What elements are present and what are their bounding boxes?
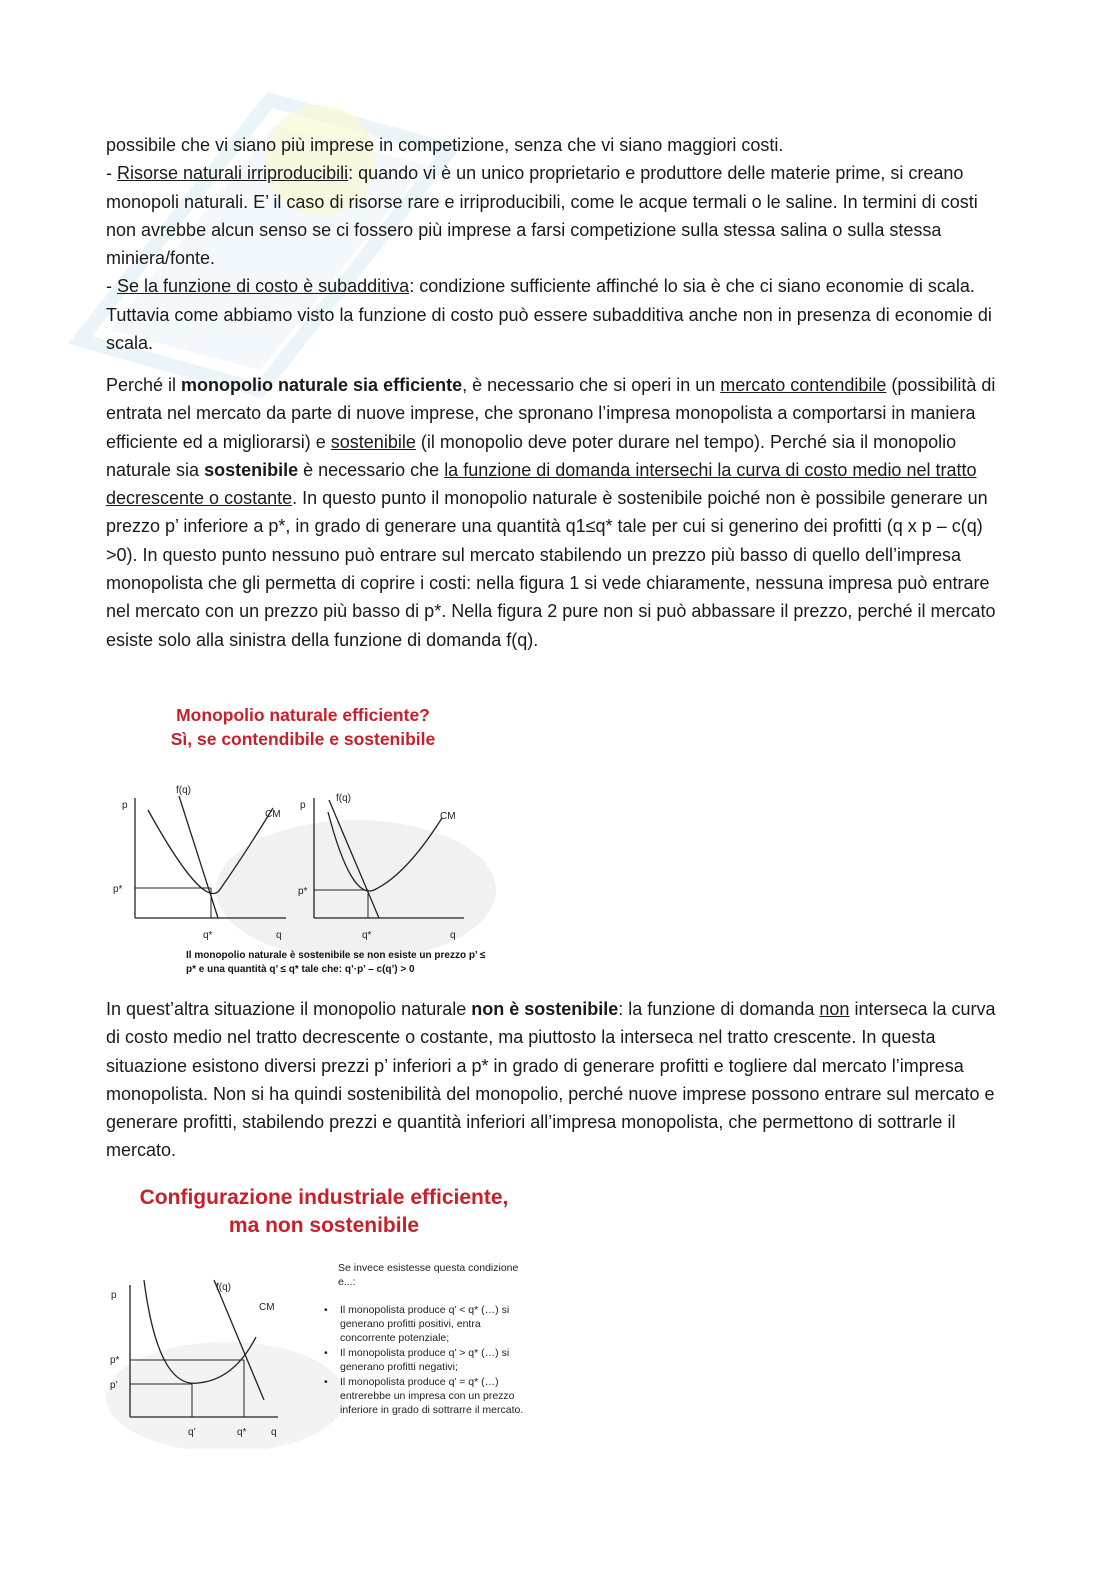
underlined-term: la funzione di domanda intersechi la curva di costo medio nel tratto decrescente o costante bbox=[106, 459, 977, 509]
text-run: Perché il bbox=[106, 375, 182, 395]
price-label: p* bbox=[113, 884, 123, 895]
text-run: : condizione sufficiente affinché lo sia è che ci siano economie di scala. Tuttavia come abbiamo visto la funzione di costo può essere subadditiva anche non in presenza di economie di scala. bbox=[106, 276, 992, 354]
quantity-prime-label: q’ bbox=[188, 1427, 196, 1438]
cost-label: CM bbox=[259, 1302, 275, 1313]
figure-title-line-2: ma non sostenibile bbox=[228, 1214, 420, 1237]
paragraph-natural-monopoly-causes bbox=[106, 131, 1011, 357]
text-paragraph bbox=[106, 995, 1011, 1165]
figure-title-line-2: Sì, se contendibile e sostenibile bbox=[170, 729, 436, 749]
bullet-3-line-3: inferiore in grado di sottrarre il mercato. bbox=[340, 1404, 524, 1416]
bullet-3-line-1: Il monopolista produce q’ = q* (…) bbox=[340, 1376, 499, 1388]
side-intro-line-2: e...: bbox=[338, 1276, 356, 1288]
underlined-term: Risorse naturali irriproducibili bbox=[117, 163, 349, 184]
text-run: interseca la curva di costo medio nel tratto decrescente o costante, ma piuttosto la interseca nel tratto crescente. In questa situazione esistono diversi prezzi p’ inferiori a p* in grado di generare profitti e togliere dal mercato l’impresa monopolista. Non si ha quindi sostenibilità del monopolio, perché nuove imprese possono entrare sul mercato e generare profitti, stabilendo prezzi e quantità inferiori all’impresa monopolista, che permettono di sottrarle il mercato. bbox=[106, 999, 996, 1161]
text-line: possibile che vi siano più imprese in competizione, senza che vi siano maggiori costi. bbox=[106, 135, 784, 155]
bullet-3-line-2: entrerebbe un impresa con un prezzo bbox=[340, 1390, 515, 1402]
underlined-term: mercato contendibile bbox=[720, 375, 887, 395]
axis-label-q: q bbox=[276, 930, 282, 941]
figure-caption-line-2: p* e una quantità q’ ≤ q* tale che: q’·p’ – c(q’) > 0 bbox=[186, 964, 415, 975]
text-paragraph bbox=[106, 371, 1011, 654]
dash: - bbox=[106, 276, 117, 297]
bold-term: monopolio naturale sia efficiente bbox=[181, 375, 463, 395]
figure-title-line-1: Configurazione industriale efficiente, bbox=[139, 1186, 509, 1209]
bullet-2-line-2: generano profitti negativi; bbox=[340, 1361, 458, 1373]
bullet-icon: • bbox=[324, 1376, 328, 1388]
price-label: p* bbox=[110, 1355, 120, 1366]
cost-label: CM bbox=[265, 809, 281, 820]
underlined-term: Se la funzione di costo è subadditiva bbox=[117, 276, 410, 297]
demand-label: f(q) bbox=[176, 785, 191, 796]
bold-term: non è sostenibile bbox=[471, 999, 619, 1019]
quantity-label: q* bbox=[362, 930, 372, 941]
underlined-term: sostenibile bbox=[330, 431, 416, 452]
text-run: : la funzione di domanda bbox=[618, 999, 820, 1019]
text-run: (il monopolio deve poter durare nel tempo). Perché sia il monopolio naturale sia bbox=[106, 431, 957, 480]
cost-label: CM bbox=[440, 811, 456, 822]
text-run: . In questo punto il monopolio naturale è sostenibile poiché non è possibile generare un prezzo p’ inferiore a p*, in grado di generare una quantità q1≤q* tale per cui si generino dei profitti (q x p – c(q) >0). In questo punto nessuno può entrare sul mercato stabilendo un prezzo più basso di quello dell’impresa monopolista che gli permetta di coprire i costi: nella figura 1 si vede chiaramente, nessuna impresa può entrare nel mercato con un prezzo più basso di p*. Nella figura 2 pure non si può abbassare il prezzo, perché il mercato esiste solo alla sinistra della funzione di domanda f(q). bbox=[106, 488, 996, 650]
figure-efficient-not-sustainable bbox=[106, 1177, 556, 1449]
bullet-2-line-1: Il monopolista produce q’ > q* (…) si bbox=[340, 1347, 510, 1359]
underlined-term: non bbox=[819, 999, 850, 1019]
figure-caption-line-1: Il monopolio naturale è sostenibile se non esiste un prezzo p’ ≤ bbox=[186, 950, 486, 961]
text-run: è necessario che bbox=[298, 459, 445, 480]
text-run: (possibilità di entrata nel mercato da parte di nuove imprese, che spronano l’impresa monopolista a comportarsi in maniera efficiente ed a migliorarsi) e bbox=[106, 375, 996, 452]
demand-label: f(q) bbox=[216, 1282, 231, 1293]
bullet-icon: • bbox=[324, 1347, 328, 1359]
quantity-label: q* bbox=[203, 930, 213, 941]
text-run: : quando vi è un unico proprietario e produttore delle materie prime, si creano monopoli naturali. E’ il caso di risorse rare e irriproducibili, come le acque termali o le saline. In termini di costi non avrebbe alcun senso se ci fossero più imprese a farsi competizione sulla stessa salina o sulla stessa miniera/fonte. bbox=[106, 163, 978, 269]
price-prime-label: p’ bbox=[110, 1380, 118, 1391]
quantity-star-label: q* bbox=[237, 1427, 247, 1438]
bullet-1-line-1: Il monopolista produce q’ < q* (…) si bbox=[340, 1304, 510, 1316]
bold-term: sostenibile bbox=[204, 459, 299, 480]
text-run: In quest’altra situazione il monopolio naturale bbox=[106, 999, 472, 1019]
dash: - bbox=[106, 163, 117, 184]
side-intro-line-1: Se invece esistesse questa condizione bbox=[338, 1262, 519, 1274]
demand-label: f(q) bbox=[336, 793, 351, 804]
bullet-icon: • bbox=[324, 1304, 328, 1316]
paragraph-not-sustainable bbox=[106, 995, 1011, 1165]
figure-title-line-1: Monopolio naturale efficiente? bbox=[176, 705, 430, 725]
price-label: p* bbox=[298, 886, 308, 897]
bullet-subadditive-cost bbox=[106, 272, 1011, 357]
axis-label-p: p bbox=[111, 1290, 117, 1301]
axis-label-p: p bbox=[122, 800, 128, 811]
axis-label-q: q bbox=[450, 930, 456, 941]
paragraph-efficiency-conditions bbox=[106, 371, 1011, 654]
bullet-irreproducible-resources bbox=[106, 159, 1011, 272]
bullet-1-line-2: generano profitti positivi, entra bbox=[340, 1318, 481, 1330]
axis-label-q: q bbox=[271, 1427, 277, 1438]
axis-label-p: p bbox=[300, 800, 306, 811]
text-run: , è necessario che si operi in un bbox=[462, 375, 721, 395]
figure-efficient-sustainable-monopoly bbox=[106, 700, 516, 982]
bullet-1-line-3: concorrente potenziale; bbox=[340, 1332, 450, 1344]
